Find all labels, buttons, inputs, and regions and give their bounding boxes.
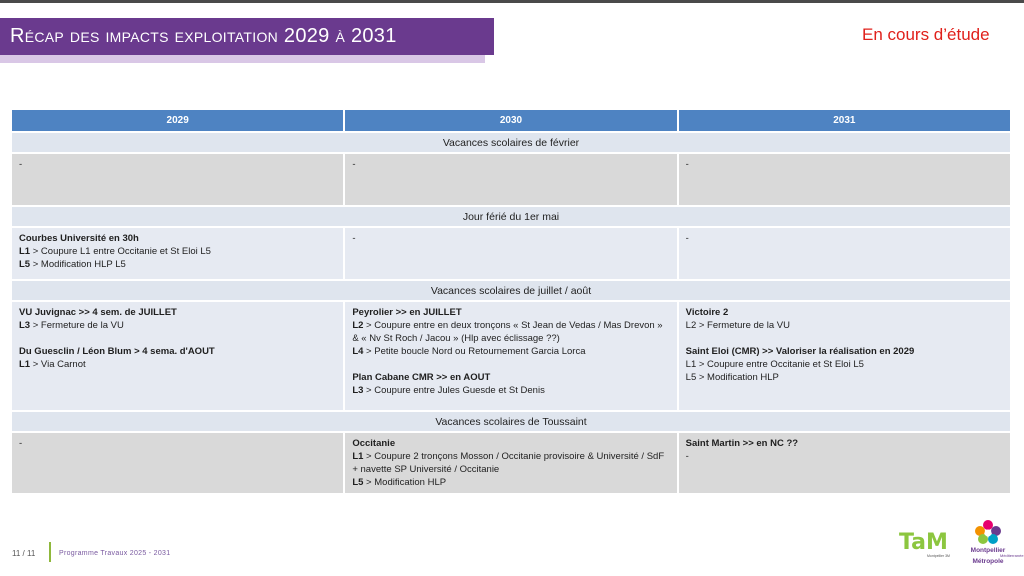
line-text: - (352, 159, 356, 170)
section-title: Vacances scolaires de juillet / août (12, 281, 1010, 300)
line-text: > Coupure L1 entre Occitanie et St Eloi L5 (30, 246, 211, 257)
table-row (12, 433, 1010, 493)
line-text: > Coupure entre Jules Guesde et St Denis (363, 385, 545, 396)
block-heading: Occitanie (352, 438, 396, 449)
cell-block (19, 437, 336, 450)
block-heading: Saint Martin >> en NC ?? (685, 438, 799, 449)
block-line (19, 319, 336, 332)
metropole-logo (960, 517, 1024, 565)
line-text: > Petite boucle Nord ou Retournement Garcia Lorca (363, 346, 586, 357)
block-line (19, 158, 336, 171)
block-line (352, 476, 669, 489)
block-line (19, 358, 336, 371)
line-code: L4 (352, 346, 364, 357)
block-line (686, 450, 1003, 463)
block-line (352, 384, 669, 397)
table-cell (12, 154, 343, 205)
metropole-line3: Métropole (972, 558, 1004, 565)
cell-block (352, 306, 669, 358)
table-cell (12, 302, 343, 410)
block-heading: Plan Cabane CMR >> en AOUT (352, 372, 491, 383)
line-text: - (19, 159, 23, 170)
table-row (12, 154, 1010, 205)
page-number: 11 / 11 (12, 549, 36, 558)
section-title: Vacances scolaires de février (12, 133, 1010, 152)
table-row (12, 228, 1010, 279)
header-2029: 2029 (12, 110, 343, 131)
line-text: - (352, 233, 356, 244)
cell-block (352, 437, 669, 489)
metropole-line1: Montpellier (970, 547, 1006, 554)
line-text: > Via Carnot (30, 359, 86, 370)
cell-block (19, 345, 336, 371)
block-line (352, 158, 669, 171)
cell-block (19, 232, 336, 271)
line-text: L1 > Coupure entre Occitanie et St Eloi L5 (685, 359, 864, 370)
block-heading: Peyrolier >> en JUILLET (352, 307, 462, 318)
line-text: > Coupure 2 tronçons Mosson / Occitanie provisoire & Université / SdF + navette SP Université / Occitanie (352, 451, 665, 475)
block-line (352, 450, 669, 476)
section-title: Jour férié du 1er mai (12, 207, 1010, 226)
block-heading: Victoire 2 (685, 307, 729, 318)
line-code: L1 (19, 359, 31, 370)
block-line (352, 345, 669, 358)
line-text: - (19, 438, 23, 449)
line-code: L5 (19, 259, 31, 270)
block-line (686, 371, 1003, 384)
block-line (19, 245, 336, 258)
cell-block (352, 158, 669, 171)
cell-block (352, 371, 669, 397)
block-line (352, 319, 669, 345)
table-cell (679, 302, 1010, 410)
cell-block (686, 306, 1003, 332)
cell-block (686, 437, 1003, 463)
section-row (12, 133, 1010, 152)
cell-block (686, 158, 1003, 171)
cell-block (19, 158, 336, 171)
metropole-flower-icon (975, 520, 1001, 544)
table-cell (345, 433, 676, 493)
block-heading: Du Guesclin / Léon Blum > 4 sema. d'AOUT (19, 346, 215, 357)
block-line (352, 232, 669, 245)
block-line (686, 232, 1003, 245)
block-line (686, 158, 1003, 171)
table-cell (345, 228, 676, 279)
cell-block (352, 232, 669, 245)
tam-logo (897, 527, 953, 559)
block-heading: VU Juvignac >> 4 sem. de JUILLET (19, 307, 177, 318)
table-row (12, 302, 1010, 410)
header-row (12, 110, 1010, 131)
table-body (12, 133, 1010, 493)
tam-logo-sub: Montpellier 3M (927, 554, 950, 558)
line-code: L2 (352, 320, 364, 331)
section-row (12, 207, 1010, 226)
status-label: En cours d’étude (862, 25, 990, 44)
block-line (686, 358, 1003, 371)
table-cell (679, 228, 1010, 279)
block-heading: Saint Eloi (CMR) >> Valoriser la réalisation en 2029 (685, 346, 915, 357)
impacts-table (10, 108, 1012, 495)
top-rule (0, 0, 1024, 3)
line-text: > Fermeture de la VU (30, 320, 124, 331)
block-line (686, 319, 1003, 332)
line-code: L3 (19, 320, 31, 331)
line-text: - (685, 159, 689, 170)
table-cell (679, 433, 1010, 493)
table-cell (345, 302, 676, 410)
header-2031: 2031 (679, 110, 1010, 131)
cell-block (686, 232, 1003, 245)
line-code: L5 (352, 477, 364, 488)
line-text: L5 > Modification HLP (685, 372, 779, 383)
line-text: L2 > Fermeture de la VU (685, 320, 790, 331)
section-title: Vacances scolaires de Toussaint (12, 412, 1010, 431)
line-text: - (685, 233, 689, 244)
section-row (12, 281, 1010, 300)
cell-block (686, 345, 1003, 384)
footer-divider (49, 542, 51, 562)
table-cell (12, 433, 343, 493)
line-code: L1 (19, 246, 31, 257)
cell-block (19, 306, 336, 332)
header-2030: 2030 (345, 110, 676, 131)
block-heading: Courbes Université en 30h (19, 233, 139, 244)
slide-title: Récap des impacts exploitation 2029 à 2031 (0, 18, 494, 55)
line-text: > Modification HLP (363, 477, 447, 488)
line-code: L3 (352, 385, 364, 396)
tam-logo-text: TaM (899, 530, 948, 555)
line-text: > Modification HLP L5 (30, 259, 126, 270)
block-line (19, 258, 336, 271)
program-label: Programme Travaux 2025 - 2031 (59, 550, 171, 557)
line-code: L1 (352, 451, 364, 462)
line-text: > Coupure entre en deux tronçons « St Jean de Vedas / Mas Drevon » & « Nv St Roch / Jacou » (Hlp avec éclissage ??) (352, 320, 663, 344)
table-cell (345, 154, 676, 205)
metropole-line2: Méditerranée (1000, 553, 1024, 558)
section-row (12, 412, 1010, 431)
table-cell (679, 154, 1010, 205)
line-text: - (685, 451, 689, 462)
block-line (19, 437, 336, 450)
table-cell (12, 228, 343, 279)
title-underline (0, 55, 485, 63)
